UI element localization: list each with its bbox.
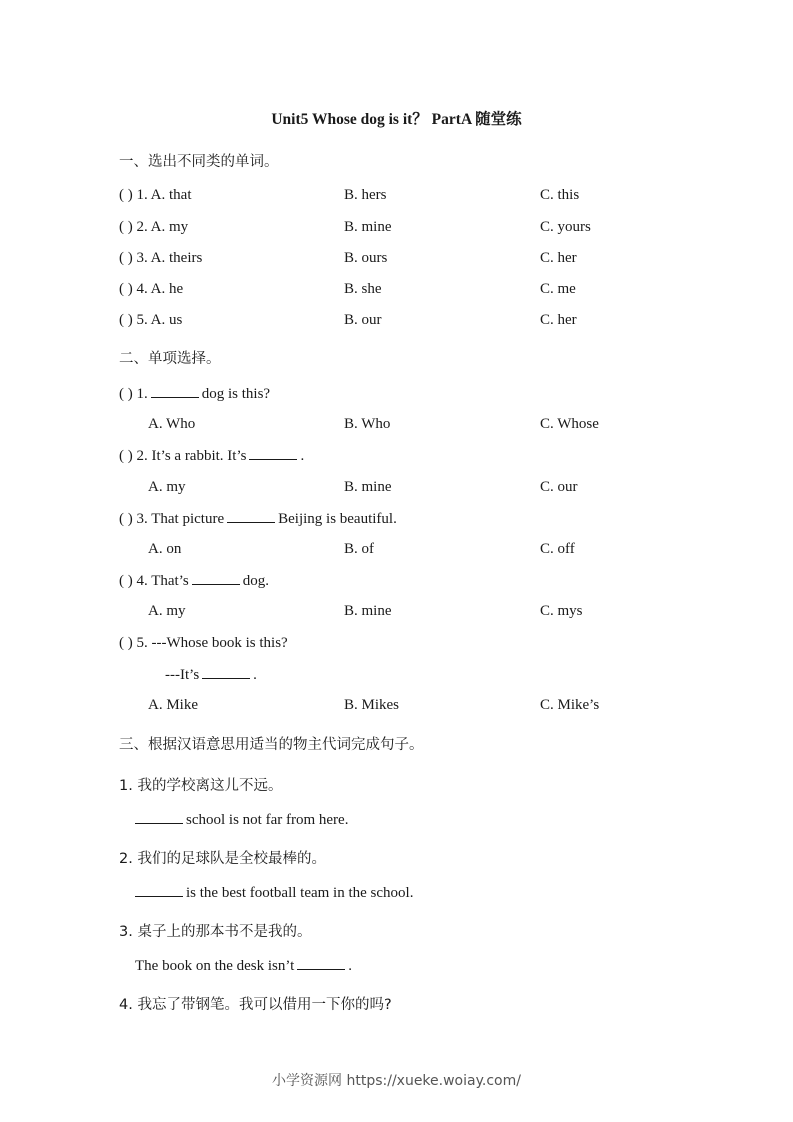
page-title: Unit5 Whose dog is it？ PartA 随堂练 <box>271 111 522 128</box>
s2-question-1 <box>119 385 270 403</box>
s2-q4-option-c: C. mys <box>540 603 583 619</box>
s3-item-1-english <box>135 811 348 829</box>
section1-heading: 一、选出不同类的单词。 <box>119 154 279 170</box>
s2-q4-option-b: B. mine <box>344 603 392 619</box>
s3-item-4-chinese: 4. 我忘了带钢笔。我可以借用一下你的吗? <box>119 997 392 1013</box>
s2-q5-option-a: A. Mike <box>148 697 198 713</box>
s2-q1-post: dog is this? <box>201 386 271 402</box>
answer-blank[interactable] <box>192 572 240 585</box>
s2-q2-option-c: C. our <box>540 479 578 495</box>
s1-item-2-a: ( ) 2. A. my <box>119 219 189 235</box>
s2-question-2 <box>119 447 304 465</box>
s1-item-5-b: B. our <box>344 312 382 328</box>
s2-q4-pre: ( ) 4. That’s <box>119 573 189 589</box>
s2-q4-option-a: A. my <box>148 603 186 619</box>
section3-heading: 三、根据汉语意思用适当的物主代词完成句子。 <box>119 737 424 753</box>
s1-item-3-c: C. her <box>540 250 577 266</box>
s1-item-4-c: C. me <box>540 281 576 297</box>
s2-q3-option-a: A. on <box>148 541 182 557</box>
s2-q2-pre: ( ) 2. It’s a rabbit. It’s <box>119 448 247 464</box>
answer-blank[interactable] <box>135 811 183 824</box>
s2-question-4 <box>119 572 269 590</box>
answer-blank[interactable] <box>249 447 297 460</box>
s2-q5-line2-pre: ---It’s <box>165 667 200 683</box>
s1-item-1-b: B. hers <box>344 187 387 203</box>
s2-q1-pre: ( ) 1. <box>119 386 148 402</box>
s1-item-2-c: C. yours <box>540 219 591 235</box>
s3-item-3-english <box>135 957 352 975</box>
s2-q3-post: Beijing is beautiful. <box>278 511 397 527</box>
answer-blank[interactable] <box>151 385 199 398</box>
s2-q2-option-b: B. mine <box>344 479 392 495</box>
s3-item-3-text: The book on the desk isn’t <box>135 958 295 974</box>
s2-q4-post: dog. <box>242 573 269 589</box>
s3-item-1-chinese: 1. 我的学校离这儿不远。 <box>119 778 283 794</box>
s1-item-5-a: ( ) 5. A. us <box>119 312 183 328</box>
s1-item-5-c: C. her <box>540 312 577 328</box>
s3-item-3-chinese: 3. 桌子上的那本书不是我的。 <box>119 924 312 940</box>
answer-blank[interactable] <box>135 884 183 897</box>
s1-item-1-a: ( ) 1. A. that <box>119 187 192 203</box>
s2-q1-option-b: B. Who <box>344 416 391 432</box>
s3-item-2-text: is the best football team in the school. <box>186 885 414 901</box>
s2-q5-pre: ( ) 5. ---Whose book is this? <box>119 635 288 651</box>
s2-q1-option-c: C. Whose <box>540 416 599 432</box>
s2-q1-option-a: A. Who <box>148 416 196 432</box>
answer-blank[interactable] <box>227 510 275 523</box>
s1-item-1-c: C. this <box>540 187 580 203</box>
s2-question-3 <box>119 510 397 528</box>
footer-watermark: 小学资源网 https://xueke.woiay.com/ <box>272 1073 521 1089</box>
s2-q3-option-c: C. off <box>540 541 575 557</box>
answer-blank[interactable] <box>202 666 250 679</box>
s2-question-5-line2 <box>165 666 257 684</box>
s1-item-3-a: ( ) 3. A. theirs <box>119 250 203 266</box>
s3-item-1-text: school is not far from here. <box>186 812 349 828</box>
s1-item-4-a: ( ) 4. A. he <box>119 281 184 297</box>
s3-item-2-english <box>135 884 413 902</box>
s2-q5-option-c: C. Mike’s <box>540 697 600 713</box>
s1-item-4-b: B. she <box>344 281 382 297</box>
answer-blank[interactable] <box>297 957 345 970</box>
s2-q3-pre: ( ) 3. That picture <box>119 511 225 527</box>
s2-q2-option-a: A. my <box>148 479 186 495</box>
s2-q3-option-b: B. of <box>344 541 374 557</box>
s3-item-3-post: . <box>348 958 353 974</box>
s1-item-3-b: B. ours <box>344 250 388 266</box>
s2-q5-line2-post: . <box>253 667 257 683</box>
s2-q2-post: . <box>300 448 305 464</box>
section2-heading: 二、单项选择。 <box>119 351 221 367</box>
s2-q5-option-b: B. Mikes <box>344 697 400 713</box>
s3-item-2-chinese: 2. 我们的足球队是全校最棒的。 <box>119 851 326 867</box>
s1-item-2-b: B. mine <box>344 219 392 235</box>
